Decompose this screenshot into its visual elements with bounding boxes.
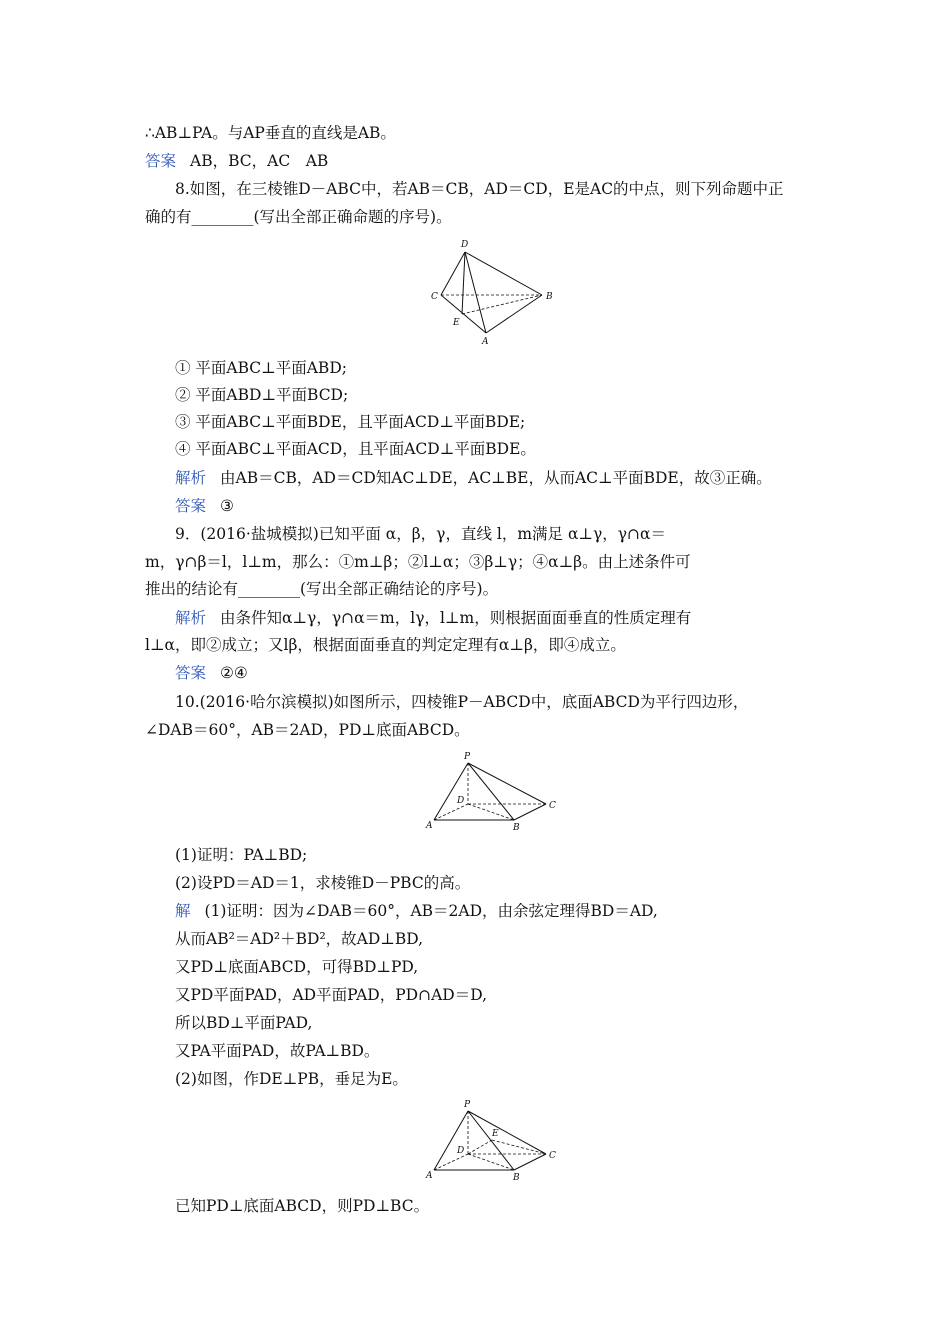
part-1: (1)证明：PA⊥BD;	[175, 846, 308, 864]
solution-step: (2)如图，作DE⊥PB，垂足为E。	[175, 1070, 408, 1088]
label-p: P	[464, 752, 471, 762]
text-line: ∴AB⊥PA。与AP垂直的直线是AB。	[145, 124, 396, 142]
question-8-cont: 确的有________(写出全部正确命题的序号)。	[145, 208, 452, 226]
figure-pyramid-perpendicular	[422, 1096, 572, 1186]
answer-text: ②④	[220, 664, 248, 682]
label-d: D	[457, 1146, 465, 1156]
answer-label: 答案	[175, 664, 207, 682]
question-10: 10.(2016·哈尔滨模拟)如图所示，四棱锥P－ABCD中，底面ABCD为平行四边形，	[175, 693, 749, 711]
answer-line	[175, 495, 835, 517]
option-1: ① 平面ABC⊥平面ABD;	[175, 359, 347, 377]
answer-line	[145, 150, 805, 172]
solution-line	[175, 900, 835, 922]
analysis-label: 解析	[175, 469, 207, 487]
analysis-cont: l⊥α，即②成立；又lβ，根据面面垂直的判定定理有α⊥β，即④成立。	[145, 636, 626, 654]
answer-line	[175, 662, 835, 684]
label-b: B	[546, 292, 553, 302]
analysis-text: 由条件知α⊥γ，γ∩α＝m，lγ，l⊥m，则根据面面垂直的性质定理有	[220, 609, 692, 627]
label-a: A	[426, 821, 433, 831]
label-e: E	[492, 1129, 499, 1139]
solution-label: 解	[175, 902, 191, 920]
label-e: E	[453, 318, 460, 328]
solution-step: 所以BD⊥平面PAD,	[175, 1014, 313, 1032]
question-10-cont: ∠DAB＝60°，AB＝2AD，PD⊥底面ABCD。	[145, 721, 470, 739]
label-b: B	[513, 823, 520, 833]
solution-step: 又PD平面PAD，AD平面PAD，PD∩AD＝D,	[175, 986, 487, 1004]
analysis-text: 由AB＝CB，AD＝CD知AC⊥DE，AC⊥BE，从而AC⊥平面BDE，故③正确。	[220, 469, 772, 487]
part-2: (2)设PD＝AD＝1，求棱锥D－PBC的高。	[175, 874, 471, 892]
figure-pyramid	[422, 748, 572, 836]
analysis-label: 解析	[175, 609, 207, 627]
figure-tetrahedron	[425, 235, 560, 347]
answer-text: AB，BC，AC AB	[190, 152, 329, 170]
question-8: 8.如图，在三棱锥D－ABC中，若AB＝CB，AD＝CD，E是AC的中点，则下列命题中正	[175, 180, 784, 198]
label-a: A	[482, 337, 489, 347]
option-2: ② 平面ABD⊥平面BCD;	[175, 386, 349, 404]
label-p: P	[464, 1100, 471, 1110]
solution-step: 又PA平面PAD，故PA⊥BD。	[175, 1042, 380, 1060]
label-d: D	[461, 240, 469, 250]
solution-text: (1)证明：因为∠DAB＝60°，AB＝2AD，由余弦定理得BD＝AD,	[204, 902, 658, 920]
analysis-line	[175, 607, 835, 629]
answer-text: ③	[220, 497, 234, 515]
answer-label: 答案	[145, 152, 177, 170]
label-a: A	[426, 1171, 433, 1181]
label-b: B	[513, 1173, 520, 1183]
question-9-cont: m，γ∩β＝l，l⊥m，那么：①m⊥β；②l⊥α；③β⊥γ；④α⊥β。由上述条件可	[145, 553, 691, 571]
label-c: C	[549, 801, 556, 811]
option-3: ③ 平面ABC⊥平面BDE，且平面ACD⊥平面BDE;	[175, 413, 526, 431]
text-line: 已知PD⊥底面ABCD，则PD⊥BC。	[175, 1197, 430, 1215]
solution-step: 又PD⊥底面ABCD，可得BD⊥PD,	[175, 958, 419, 976]
solution-step: 从而AB²＝AD²＋BD²，故AD⊥BD,	[175, 930, 424, 948]
answer-label: 答案	[175, 497, 207, 515]
label-c: C	[549, 1151, 556, 1161]
option-4: ④ 平面ABC⊥平面ACD，且平面ACD⊥平面BDE。	[175, 440, 536, 458]
analysis-line	[175, 467, 835, 489]
question-9: 9．(2016·盐城模拟)已知平面 α，β，γ，直线 l，m满足 α⊥γ，γ∩α＝	[175, 525, 666, 543]
label-c: C	[431, 292, 438, 302]
label-d: D	[457, 796, 465, 806]
question-9-cont: 推出的结论有________(写出全部正确结论的序号)。	[145, 580, 499, 598]
